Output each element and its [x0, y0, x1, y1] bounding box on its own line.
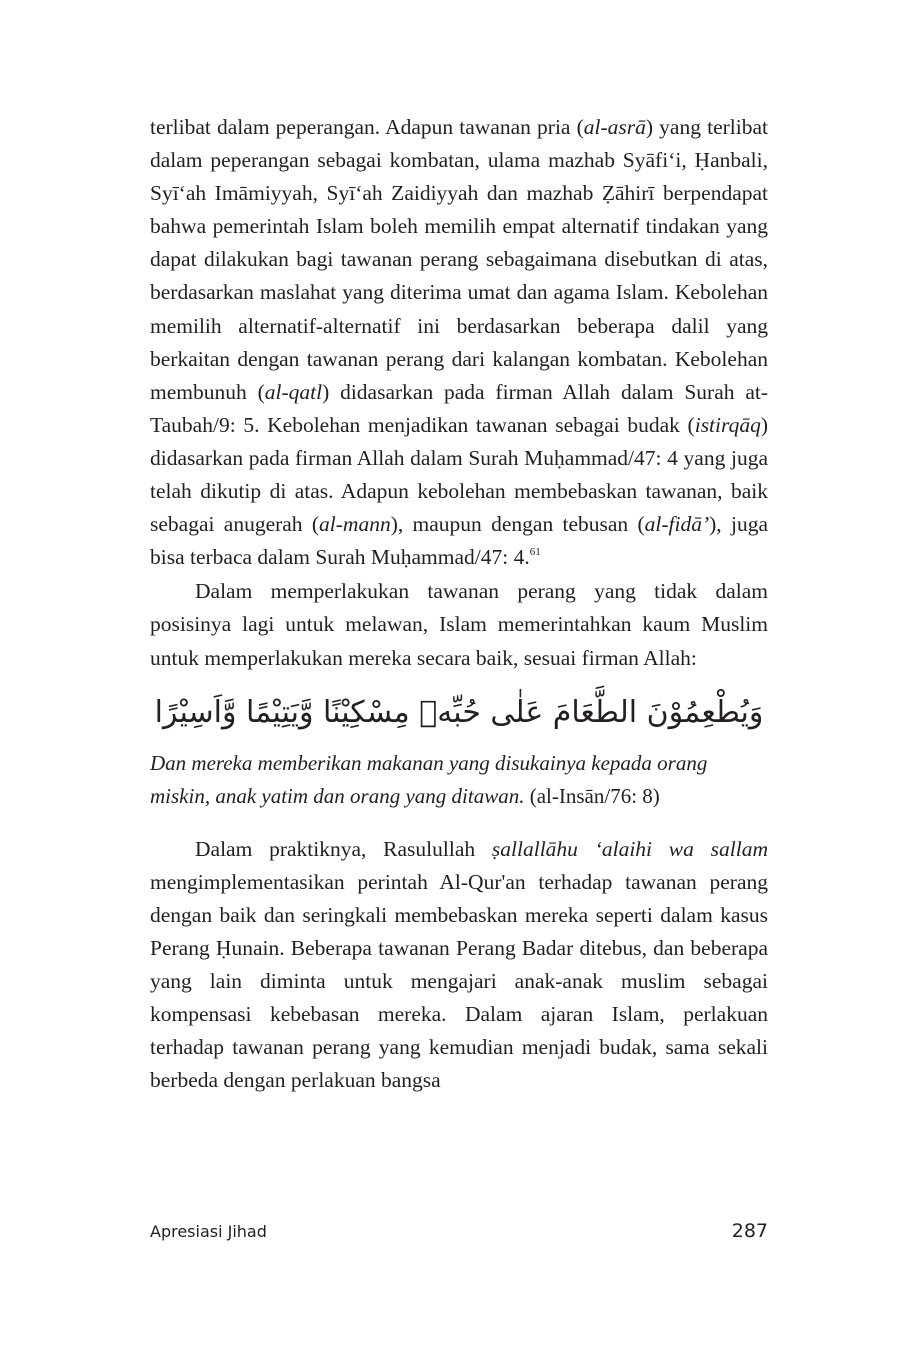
arabic-verse: وَيُطْعِمُوْنَ الطَّعَامَ عَلٰى حُبِّهٖ مِسْكِيْنًا وَّيَتِيْمًا وَّاَسِيْرًا	[154, 694, 764, 730]
italic-term: al-qatl	[264, 379, 323, 404]
text-run: Dalam praktiknya, Rasulullah	[195, 836, 492, 861]
paragraph-2: Dalam memperlakukan tawanan perang yang tidak dalam posisinya lagi untuk melawan, Islam memerintahkan kaum Muslim untuk memperlakukan mereka secara baik, sesuai firman Allah:	[150, 579, 768, 670]
text-run: ) yang terlibat dalam peperangan sebagai kombatan, ulama mazhab Syāfi‘i, Ḥanbali, Syī‘ah Imāmiyyah, Syī‘ah Zaidiyyah dan mazhab Ẓāhirī berpendapat bahwa pemerintah Islam boleh memilih empat alternatif tindakan yang dapat dilakukan bagi tawanan perang sebagaimana disebutkan di atas, berdasarkan maslahat yang diterima umat dan agama Islam. Kebolehan memilih alternatif-alternatif ini berdasarkan beberapa dalil yang berkaitan dengan tawanan perang dari kalangan kombatan. Kebolehan membunuh (	[150, 115, 768, 404]
text-run: ), juga bisa terbaca dalam Surah Muḥammad/47: 4.	[150, 512, 768, 570]
page-number: 287	[731, 1220, 768, 1242]
italic-term: al-asrā	[583, 115, 646, 139]
text-run: ), maupun dengan tebusan (	[390, 512, 645, 537]
verse-translation	[150, 747, 768, 813]
italic-term: al-mann	[319, 512, 391, 537]
text-run: terlibat dalam peperangan. Adapun tawanan pria (	[150, 115, 584, 139]
italic-term: istirqāq	[694, 412, 761, 437]
footnote-marker[interactable]: 61	[529, 546, 541, 559]
italic-term: ṣallallāhu ‘alaihi wa sallam	[491, 836, 768, 861]
text-run: mengimplementasikan perintah Al-Qur'an terhadap tawanan perang dengan baik dan seringkali membebaskan mereka seperti dalam kasus Perang Ḥunain. Beberapa tawanan Perang Badar ditebus, dan beberapa yang lain diminta untuk mengajari anak-anak muslim sebagai kompensasi kebebasan mereka. Dalam ajaran Islam, perlakuan terhadap tawanan perang yang kemudian menjadi budak, sama sekali berbeda dengan perlakuan bangsa	[150, 869, 768, 1093]
running-footer-title: Apresiasi Jihad	[150, 1222, 267, 1241]
translation-text: Dan mereka memberikan makanan yang disukainya kepada orang miskin, anak yatim dan orang yang ditawan.	[150, 750, 708, 808]
text-run: ) didasarkan pada firman Allah dalam Surah Muḥammad/47: 4 yang juga telah dikutip di atas. Adapun kebolehan membebaskan tawanan, baik sebagai anugerah (	[150, 412, 768, 537]
page-body	[150, 111, 768, 1097]
paragraph-1	[150, 111, 768, 574]
page-footer	[150, 1222, 768, 1246]
italic-term: al-fidā’	[644, 512, 710, 537]
text-run: ) didasarkan pada firman Allah dalam Surah at-Taubah/9: 5. Kebolehan menjadikan tawanan sebagai budak (	[150, 379, 768, 437]
verse-reference: (al-Insān/76: 8)	[524, 783, 660, 808]
paragraph-3	[150, 833, 768, 1098]
